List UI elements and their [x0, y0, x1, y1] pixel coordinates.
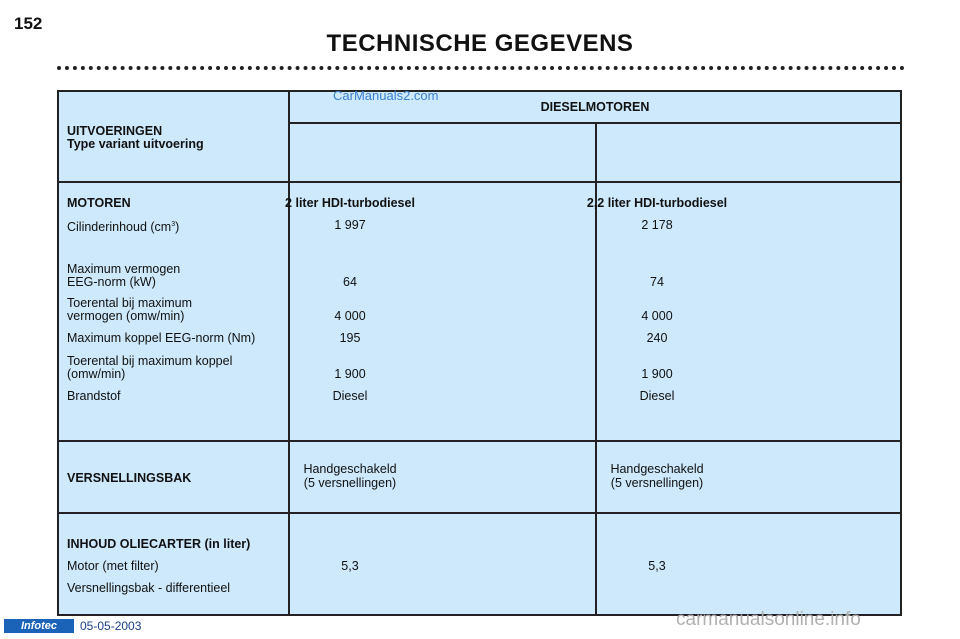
versnellingsbak-col3-line1: Handgeschakeld: [610, 462, 704, 476]
page-number: 152: [14, 14, 43, 33]
versnellingsbak-col2-line1: Handgeschakeld: [303, 462, 397, 476]
header-dieselmotoren: DIESELMOTOREN: [540, 100, 650, 114]
header-divider: [59, 181, 900, 183]
versnellingsbak-label: VERSNELLINGSBAK: [67, 471, 192, 485]
header-uitvoeringen: UITVOERINGEN: [67, 124, 163, 138]
olie-bak-label: Versnellingsbak - differentieel: [67, 581, 231, 595]
toerental-vermogen-label-2: vermogen (omw/min): [67, 309, 185, 323]
toerental-koppel-label-2: (omw/min): [67, 367, 126, 381]
vermogen-label-1: Maximum vermogen: [67, 262, 181, 276]
watermark-bottom: carmanualsonline.info: [676, 609, 861, 630]
olie-motor-label: Motor (met filter): [67, 559, 159, 573]
title-divider: [57, 66, 905, 70]
brandstof-label: Brandstof: [67, 389, 121, 403]
toerental-koppel-col3: 1 900: [641, 367, 673, 381]
olie-label: INHOUD OLIECARTER (in liter): [67, 537, 251, 551]
koppel-col2: 195: [339, 331, 361, 345]
cilinderinhoud-label: Cilinderinhoud $(cm^3)$: [67, 220, 180, 235]
col1-divider: [288, 92, 290, 614]
versnellingsbak-divider: [59, 512, 900, 514]
watermark-top[interactable]: CarManuals2.com: [333, 88, 439, 103]
versnellingsbak-col3-line2: (5 versnellingen): [610, 476, 704, 490]
col2-engine-title: 2 liter HDI-turbodiesel: [285, 196, 415, 210]
koppel-col3: 240: [646, 331, 668, 345]
versnellingsbak-col2-line2: (5 versnellingen): [303, 476, 397, 490]
header-type-variant: Type variant uitvoering: [67, 137, 204, 151]
brandstof-col2: Diesel: [332, 389, 368, 403]
toerental-vermogen-col2: 4 000: [334, 309, 366, 323]
vermogen-col2: 64: [343, 275, 357, 289]
infotec-logo: Infotec: [4, 619, 74, 633]
brandstof-col3: Diesel: [639, 389, 675, 403]
olie-col2: 5,3: [341, 559, 359, 573]
col3-engine-title: 2,2 liter HDI-turbodiesel: [586, 196, 728, 210]
motoren-divider: [59, 440, 900, 442]
page-title: TECHNISCHE GEGEVENS: [326, 30, 634, 57]
vermogen-col3: 74: [650, 275, 664, 289]
footer-date: 05-05-2003: [80, 619, 142, 633]
cilinderinhoud-col2: 1 997: [334, 218, 366, 232]
cilinderinhoud-col3: 2 178: [641, 218, 673, 232]
toerental-koppel-label-1: Toerental bij maximum koppel: [67, 354, 233, 368]
spec-table: [57, 90, 902, 616]
toerental-vermogen-col3: 4 000: [641, 309, 673, 323]
motoren-label: MOTOREN: [67, 196, 131, 210]
toerental-vermogen-label-1: Toerental bij maximum: [67, 296, 193, 310]
toerental-koppel-col2: 1 900: [334, 367, 366, 381]
koppel-label: Maximum koppel EEG-norm (Nm): [67, 331, 256, 345]
vermogen-label-2: EEG-norm (kW): [67, 275, 156, 289]
olie-col3: 5,3: [648, 559, 666, 573]
